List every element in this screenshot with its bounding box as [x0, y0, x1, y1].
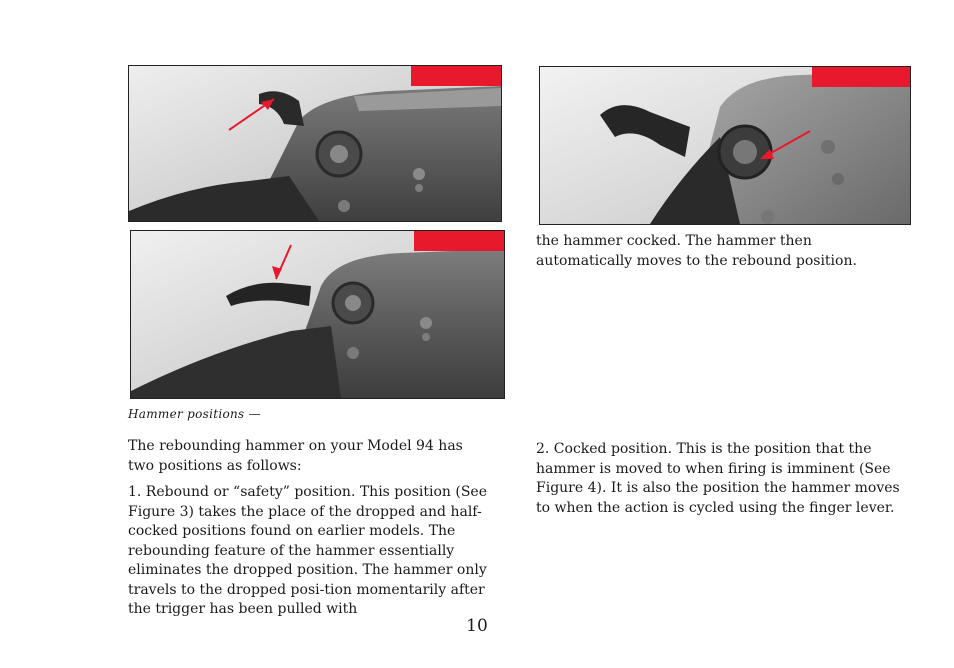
- paragraph-cocked-position: 2. Cocked position. This is the position that the hammer is moved to when firing is imminent (See Figure 4). It is also the position the hammer moves to when the action is cycled using the finger lever.: [536, 441, 900, 516]
- photo-hammer-right: [539, 66, 911, 225]
- paragraph-intro: The rebounding hammer on your Model 94 has two positions as follows:: [128, 438, 463, 474]
- photo-hammer-bottom-left: [130, 230, 505, 399]
- rifle-receiver-image: [131, 231, 504, 398]
- rifle-receiver-image: [129, 66, 501, 221]
- paragraph-continuation: the hammer cocked. The hammer then automatically moves to the rebound position.: [536, 233, 857, 269]
- figure-tag: [812, 67, 910, 87]
- figure-tag: [411, 66, 501, 86]
- paragraph-rebound-position: 1. Rebound or “safety” position. This position (See Figure 3) takes the place of the dropped and half-cocked positions found on earlier models. The rebounding feature of the hammer essentially eliminates the dropped position. The hammer only travels to the dropped posi-tion momentarily after the trigger has been pulled with: [128, 484, 487, 617]
- photo-hammer-top-left: [128, 65, 502, 222]
- figure-tag: [414, 231, 504, 251]
- rifle-receiver-image: [540, 67, 910, 224]
- page-number: 10: [466, 616, 488, 636]
- section-heading: Hammer positions —: [128, 407, 261, 421]
